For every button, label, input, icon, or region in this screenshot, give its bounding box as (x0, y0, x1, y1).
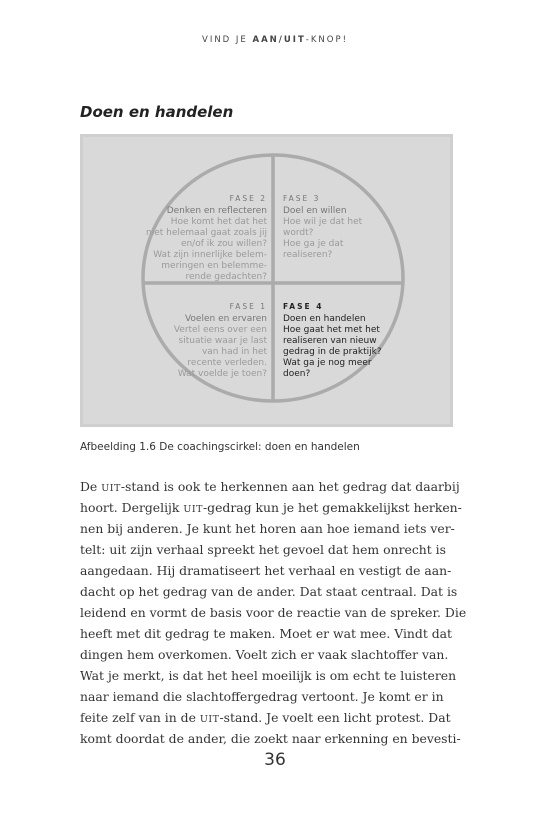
quadrant-description-line: realiseren van nieuw (283, 336, 377, 346)
quadrant-name: Voelen en ervaren (184, 314, 267, 324)
quadrant-name: Denken en reflecteren (166, 206, 267, 216)
body-line (80, 665, 455, 686)
body-line (80, 644, 455, 665)
quadrant-description-line: situatie waar je last (178, 336, 267, 346)
quadrant-description-line: Wat voelde je toen? (177, 369, 267, 379)
quadrant-description-line: Hoe komt het dat het (170, 217, 267, 227)
page-number: 36 (264, 750, 286, 770)
quadrant-phase: FASE 4 (283, 302, 324, 311)
quadrant-phase: FASE 2 (229, 194, 267, 203)
body-text-run: dacht op het gedrag van de ander. Dat staat centraal. Dat is (80, 584, 458, 599)
quadrant-description-line: Hoe gaat het met het (283, 325, 380, 335)
quadrant-description (174, 325, 267, 380)
body-line (80, 686, 455, 707)
quadrant-description-line: recente verleden. (187, 358, 267, 368)
body-text-run: naar iemand die slachtoffergedrag vertoont. Je komt er in (80, 689, 444, 704)
body-text (80, 476, 467, 749)
body-line (80, 623, 455, 644)
small-caps-term: UIT (199, 714, 220, 725)
quadrant-description-line: doen? (283, 369, 311, 379)
body-line (80, 476, 460, 497)
quadrant-description-line: van had in het (201, 347, 267, 357)
body-text-run: -stand is ook te herkennen aan het gedrag dat daarbij (120, 479, 460, 494)
body-text-run: heeft met dit gedrag te maken. Moet er wat mee. Vindt dat (80, 626, 453, 641)
small-caps-term: UIT (183, 504, 203, 515)
coaching-circle-figure (80, 134, 453, 427)
quadrant-fase-4 (283, 301, 382, 380)
body-line (80, 707, 455, 728)
quadrant-description-line: Hoe ga je dat (283, 239, 344, 249)
body-line (80, 581, 458, 602)
section-title: Doen en handelen (80, 103, 234, 121)
quadrant-description-line: niet helemaal gaat zoals jij (146, 228, 267, 238)
quadrant-description-line: meringen en belemme- (161, 261, 267, 271)
quadrant-fase-1 (174, 301, 267, 380)
quadrant-name: Doen en handelen (283, 314, 366, 324)
running-head-prefix: VIND JE (202, 35, 253, 45)
quadrant-description-line: realiseren? (283, 250, 333, 260)
quadrant-phase: FASE 1 (229, 302, 267, 311)
body-text-run: komt doordat de ander, die zoekt naar erkenning en bevesti- (80, 731, 461, 746)
quadrant-fase-3 (283, 193, 362, 261)
quadrant-description-line: Wat zijn innerlijke belem- (153, 250, 267, 260)
running-head-emphasis: AAN/UIT (252, 35, 306, 45)
quadrant-phase: FASE 3 (283, 194, 321, 203)
body-text-run: De (80, 479, 102, 494)
quadrant-description (283, 325, 382, 380)
body-text-run: nen bij anderen. Je kunt het horen aan hoe iemand iets ver- (80, 521, 455, 536)
body-text-run: aangedaan. Hij dramatiseert het verhaal en vestigt de aan- (80, 563, 452, 578)
body-text-run: feite zelf van in de (80, 710, 200, 725)
body-line (80, 728, 461, 749)
quadrant-description-line: en/of ik zou willen? (180, 239, 267, 249)
body-line (80, 497, 462, 518)
body-text-run: -stand. Je voelt een licht protest. Dat (219, 710, 451, 725)
quadrant-description-line: rende gedachten? (185, 272, 267, 282)
body-text-run: dingen hem overkomen. Voelt zich er vaak slachtoffer van. (80, 647, 449, 662)
small-caps-term: UIT (101, 483, 121, 494)
quadrant-description-line: Hoe wil je dat het (283, 217, 363, 227)
quadrant-description (283, 217, 362, 261)
figure-caption: Afbeelding 1.6 De coachingscirkel: doen en handelen (80, 441, 360, 453)
body-text-run: telt: uit zijn verhaal spreekt het gevoel dat hem onrecht is (80, 542, 446, 557)
quadrant-name: Doel en willen (283, 206, 347, 216)
running-head (0, 35, 550, 45)
running-head-suffix: -KNOP! (305, 35, 348, 45)
quadrant-description-line: Wat ga je nog meer (283, 358, 372, 368)
body-text-run: Wat je merkt, is dat het heel moeilijk is om echt te luisteren (80, 668, 457, 683)
body-line (80, 539, 455, 560)
quadrant-fase-2 (146, 193, 267, 283)
body-line (80, 518, 455, 539)
quadrant-description (146, 217, 267, 283)
body-text-run: -gedrag kun je het gemakkelijkst herken- (202, 500, 462, 515)
body-text-run: leidend en vormt de basis voor de reactie van de spreker. Die (80, 605, 467, 620)
quadrant-description-line: wordt? (283, 228, 314, 238)
body-line (80, 560, 455, 581)
body-line (80, 602, 467, 623)
quadrant-description-line: gedrag in de praktijk? (283, 347, 382, 357)
body-text-run: hoort. Dergelijk (80, 500, 184, 515)
quadrant-description-line: Vertel eens over een (173, 325, 267, 335)
